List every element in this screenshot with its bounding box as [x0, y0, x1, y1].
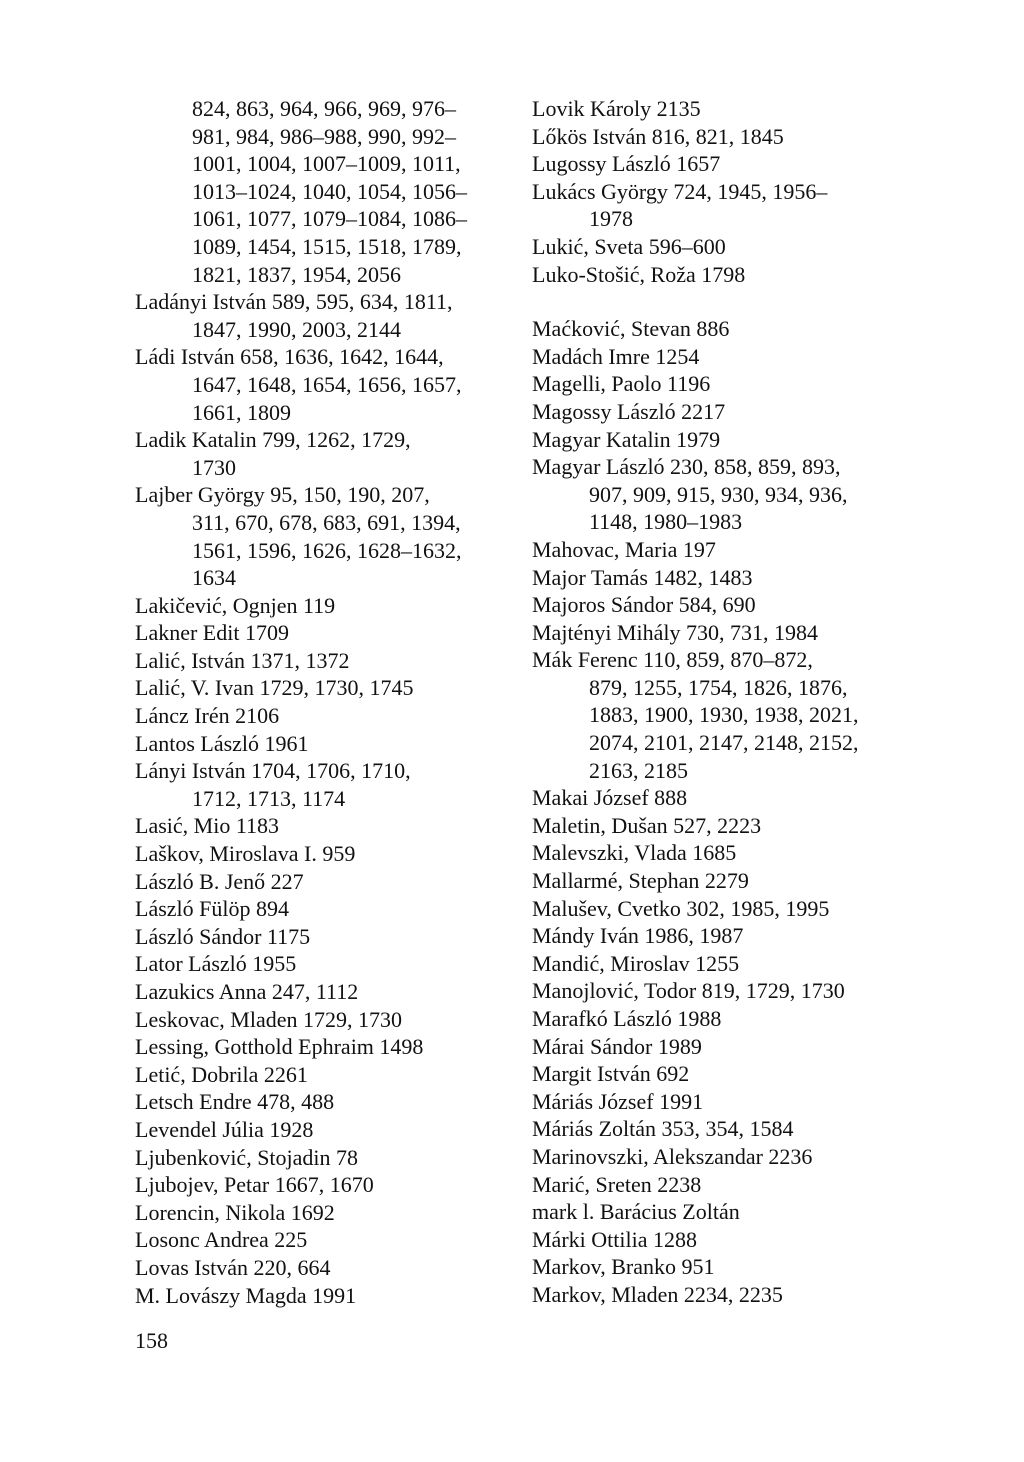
index-entry: [532, 95, 922, 123]
index-entry: [532, 977, 922, 1005]
index-entry-heading: Lányi István 1704, 1706, 1710,: [135, 758, 411, 784]
index-entry-heading: Mandić, Miroslav 1255: [532, 950, 740, 976]
index-entry-heading: Ládi István 658, 1636, 1642, 1644,: [135, 344, 444, 370]
index-entry-continuation: 981, 984, 986–988, 990, 992–: [192, 123, 456, 149]
index-entry: [532, 1171, 922, 1199]
index-entry: [532, 895, 922, 923]
index-entry: [135, 343, 510, 426]
index-entry: [135, 812, 510, 840]
index-entry-heading: Lazukics Anna 247, 1112: [135, 979, 359, 1004]
index-entry: [532, 1005, 922, 1033]
index-entry-continuation: 1978: [589, 206, 633, 232]
index-entry-continuation: 1712, 1713, 1174: [192, 785, 346, 811]
index-entry-heading: László Fülöp 894: [135, 896, 289, 922]
index-entry: [135, 702, 510, 730]
index-entry-heading: Lőkös István 816, 821, 1845: [532, 123, 784, 149]
index-entry-heading: Lukić, Sveta 596–600: [532, 233, 726, 259]
index-entry: [135, 1282, 510, 1310]
index-entry-heading: Malevszki, Vlada 1685: [532, 840, 737, 866]
index-entry: [135, 950, 510, 978]
index-entry-heading: Major Tamás 1482, 1483: [532, 564, 753, 590]
index-entry-heading: Magyar Katalin 1979: [532, 426, 721, 452]
index-entry-heading: Leskovac, Mladen 1729, 1730: [135, 1006, 402, 1032]
index-entry-heading: Madách Imre 1254: [532, 343, 700, 369]
index-entry-heading: Marinovszki, Alekszandar 2236: [532, 1143, 813, 1169]
index-entry-heading: Lovas István 220, 664: [135, 1254, 331, 1280]
index-entry-heading: Letić, Dobrila 2261: [135, 1061, 308, 1087]
index-entry-heading: Lakičević, Ognjen 119: [135, 592, 336, 618]
index-entry-heading: Lessing, Gotthold Ephraim 1498: [135, 1034, 424, 1060]
index-entry: [532, 453, 922, 536]
index-entry-heading: Lalić, V. Ivan 1729, 1730, 1745: [135, 675, 414, 701]
index-entry: [532, 233, 922, 261]
index-entry-heading: Markov, Mladen 2234, 2235: [532, 1281, 783, 1307]
index-entry: [532, 1198, 922, 1226]
page-number: 158: [135, 1328, 168, 1353]
index-entry-heading: Lantos László 1961: [135, 730, 309, 756]
index-column-left: [135, 95, 510, 1309]
index-entry: [135, 95, 510, 288]
index-entry-heading: Lasić, Mio 1183: [135, 813, 279, 839]
index-entry: [532, 591, 922, 619]
index-entry-continuation: 879, 1255, 1754, 1826, 1876,: [589, 674, 848, 700]
index-entry-heading: Marafkó László 1988: [532, 1006, 722, 1031]
index-entry: [532, 150, 922, 178]
index-entry-heading: Magelli, Paolo 1196: [532, 371, 711, 397]
index-entry-heading: Levendel Júlia 1928: [135, 1116, 314, 1142]
index-entry-continuation: 2163, 2185: [589, 757, 688, 783]
index-entry: [532, 1253, 922, 1281]
index-entry-heading: Márai Sándor 1989: [532, 1033, 702, 1059]
index-entry: [532, 1143, 922, 1171]
index-column-right: [532, 95, 922, 1309]
index-entry: [532, 784, 922, 812]
index-entry-continuation: 1061, 1077, 1079–1084, 1086–: [192, 206, 467, 232]
index-entry: [532, 619, 922, 647]
index-entry-heading: Lalić, István 1371, 1372: [135, 647, 350, 673]
index-entry: [135, 1254, 510, 1282]
index-entry-continuation: 907, 909, 915, 930, 934, 936,: [589, 481, 848, 507]
index-entry: [532, 315, 922, 343]
index-entry: [532, 398, 922, 426]
index-entry: [532, 1088, 922, 1116]
index-entry-heading: mark l. Barácius Zoltán: [532, 1199, 740, 1225]
index-entry-heading: Letsch Endre 478, 488: [135, 1089, 335, 1115]
index-entry: [532, 123, 922, 151]
index-entry-heading: M. Lovászy Magda 1991: [135, 1282, 357, 1308]
index-entry-heading: Maletin, Dušan 527, 2223: [532, 812, 762, 838]
index-entry: [532, 922, 922, 950]
index-entry: [532, 1033, 922, 1061]
index-entry-continuation: 1089, 1454, 1515, 1518, 1789,: [192, 233, 462, 259]
index-entry-heading: Ljubenković, Stojadin 78: [135, 1144, 359, 1170]
index-entry-continuation: 1001, 1004, 1007–1009, 1011,: [192, 151, 461, 177]
index-entry: [135, 1116, 510, 1144]
index-entry-heading: Lovik Károly 2135: [532, 96, 701, 121]
index-entry-heading: Láncz Irén 2106: [135, 703, 280, 729]
index-entry: [135, 1171, 510, 1199]
index-entry-heading: Mallarmé, Stephan 2279: [532, 868, 749, 894]
index-entry: [135, 1199, 510, 1227]
index-entry-continuation: 1661, 1809: [192, 399, 291, 425]
index-entry: [135, 647, 510, 675]
index-entry: [135, 730, 510, 758]
index-entry: [532, 812, 922, 840]
index-entry: [532, 1226, 922, 1254]
index-entry-heading: Lakner Edit 1709: [135, 620, 289, 646]
index-entry: [532, 536, 922, 564]
index-entry: [135, 1226, 510, 1254]
index-entry-heading: Lajber György 95, 150, 190, 207,: [135, 482, 430, 508]
index-entry: [135, 481, 510, 591]
index-entry: [135, 1144, 510, 1172]
index-entry-heading: Márki Ottilia 1288: [532, 1226, 697, 1252]
index-entry-heading: Majtényi Mihály 730, 731, 1984: [532, 619, 818, 645]
index-entry-heading: Luko-Stošić, Roža 1798: [532, 261, 746, 287]
index-entry-heading: Margit István 692: [532, 1061, 690, 1087]
index-entry-heading: Marić, Sreten 2238: [532, 1171, 702, 1197]
index-entry: [135, 978, 510, 1006]
index-entry-heading: Maćković, Stevan 886: [532, 316, 730, 342]
index-entry-heading: Laškov, Miroslava I. 959: [135, 841, 356, 867]
index-entry-heading: Máriás Zoltán 353, 354, 1584: [532, 1116, 794, 1142]
index-entry: [532, 426, 922, 454]
index-entry-heading: Malušev, Cvetko 302, 1985, 1995: [532, 895, 830, 921]
index-entry-heading: Ljubojev, Petar 1667, 1670: [135, 1172, 374, 1198]
index-entry: [135, 674, 510, 702]
index-entry-heading: Mahovac, Maria 197: [532, 536, 716, 562]
index-entry: [135, 1006, 510, 1034]
index-entry: [532, 1281, 922, 1309]
index-entry-continuation: 311, 670, 678, 683, 691, 1394,: [192, 509, 461, 535]
index-entry-continuation: 1730: [192, 454, 236, 480]
index-entry: [532, 867, 922, 895]
index-entry-heading: Lator László 1955: [135, 951, 297, 977]
index-entry: [135, 1061, 510, 1089]
index-entry: [135, 840, 510, 868]
index-entry-heading: László B. Jenő 227: [135, 868, 304, 894]
index-entry: [135, 1088, 510, 1116]
index-entry: [532, 646, 922, 784]
index-entry-heading: Magyar László 230, 858, 859, 893,: [532, 454, 841, 480]
index-entry-heading: Lugossy László 1657: [532, 151, 721, 177]
index-entry: [135, 288, 510, 343]
index-entry: [532, 1060, 922, 1088]
index-entry: [532, 950, 922, 978]
index-entry: [532, 564, 922, 592]
index-entry-continuation: 1883, 1900, 1930, 1938, 2021,: [589, 702, 859, 728]
index-entry-heading: Mándy Iván 1986, 1987: [532, 923, 744, 949]
index-entry: [532, 1115, 922, 1143]
index-entry-heading: Makai József 888: [532, 785, 688, 811]
index-entry-heading: László Sándor 1175: [135, 923, 311, 949]
index-entry: [532, 370, 922, 398]
index-entry-heading: Losonc Andrea 225: [135, 1227, 308, 1253]
index-entry: [135, 619, 510, 647]
index-entry: [135, 895, 510, 923]
index-entry: [135, 426, 510, 481]
index-entry-heading: Ladik Katalin 799, 1262, 1729,: [135, 427, 411, 453]
index-entry-continuation: 1647, 1648, 1654, 1656, 1657,: [192, 371, 462, 397]
index-entry-heading: Ladányi István 589, 595, 634, 1811,: [135, 289, 453, 315]
index-entry-continuation: 1561, 1596, 1626, 1628–1632,: [192, 537, 462, 563]
index-entry: [135, 868, 510, 896]
index-entry-heading: Manojlović, Todor 819, 1729, 1730: [532, 978, 845, 1004]
index-entry: [532, 261, 922, 289]
index-entry: [532, 839, 922, 867]
index-entry-continuation: 2074, 2101, 2147, 2148, 2152,: [589, 730, 859, 756]
index-entry-heading: Magossy László 2217: [532, 398, 726, 424]
index-entry: [135, 757, 510, 812]
index-entry: [135, 1033, 510, 1061]
index-entry-heading: Markov, Branko 951: [532, 1254, 715, 1280]
index-entry-heading: Lorencin, Nikola 1692: [135, 1199, 335, 1225]
index-entry-continuation: 1634: [192, 565, 236, 591]
index-entry-continuation: 1148, 1980–1983: [589, 509, 743, 535]
index-entry-heading: 824, 863, 964, 966, 969, 976–: [192, 96, 456, 121]
index-entry-heading: Lukács György 724, 1945, 1956–: [532, 178, 828, 204]
index-entry-continuation: 1821, 1837, 1954, 2056: [192, 261, 401, 287]
index-entry-heading: Mák Ferenc 110, 859, 870–872,: [532, 647, 813, 673]
index-entry-continuation: 1847, 1990, 2003, 2144: [192, 316, 401, 342]
index-entry-continuation: 1013–1024, 1040, 1054, 1056–: [192, 178, 467, 204]
index-entry: [135, 923, 510, 951]
index-entry-heading: Máriás József 1991: [532, 1088, 704, 1114]
index-entry: [532, 343, 922, 371]
index-entry: [532, 178, 922, 233]
index-entry: [135, 592, 510, 620]
index-entry-heading: Majoros Sándor 584, 690: [532, 592, 756, 618]
